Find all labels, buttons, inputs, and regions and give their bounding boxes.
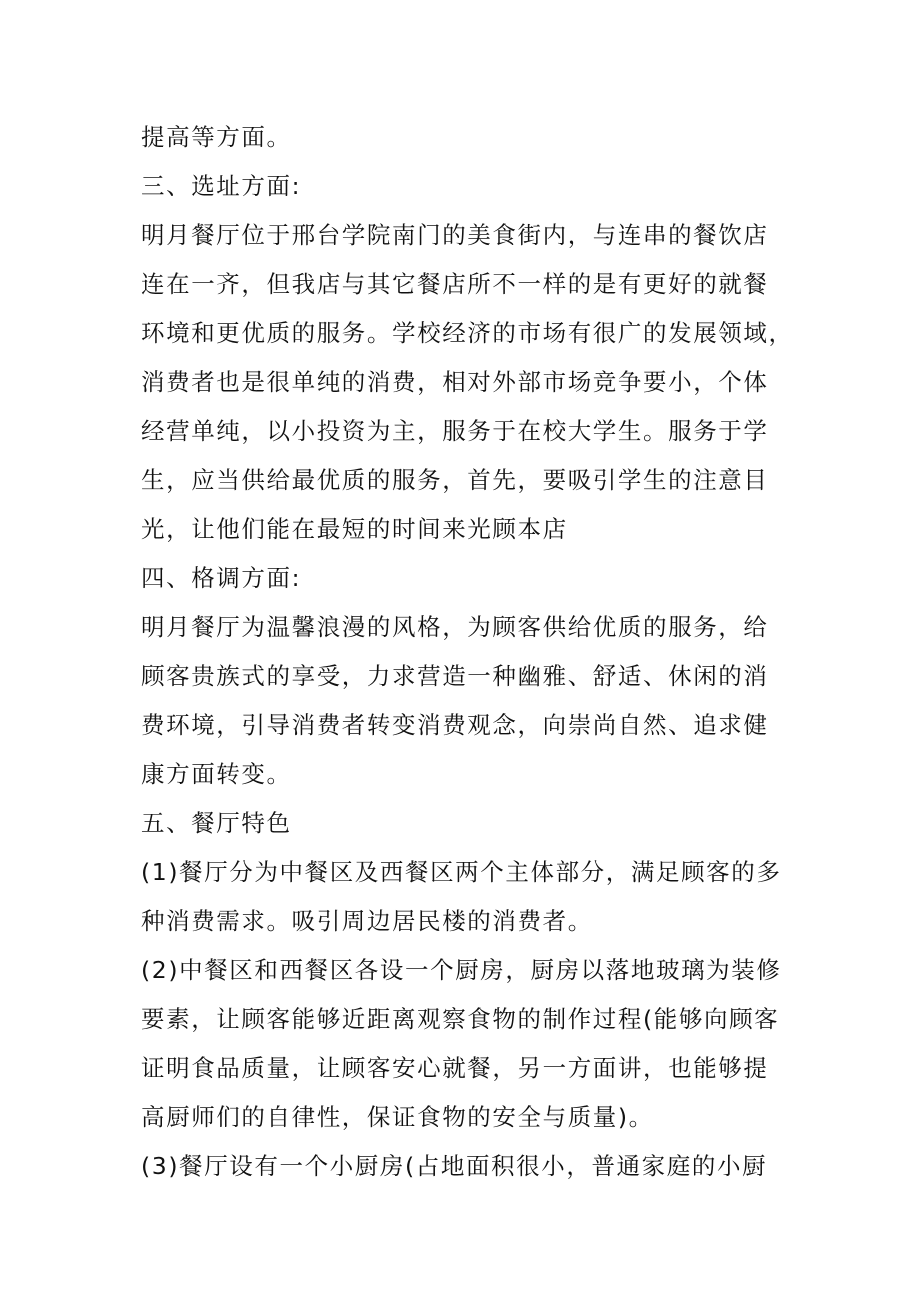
text-line: 环境和更优质的服务。学校经济的市场有很广的发展领域， [141, 319, 794, 347]
list-item-3: (3)餐厅设有一个小厨房(占地面积很小，普通家庭的小厨 [141, 1152, 768, 1180]
text-line: 种消费需求。吸引周边居民楼的消费者。 [141, 907, 593, 935]
text-line: 高厨师们的自律性，保证食物的安全与质量)。 [141, 1103, 654, 1131]
text-line: 证明食品质量，让顾客安心就餐，另一方面讲，也能够提 [141, 1054, 769, 1082]
text-line: 光，让他们能在最短的时间来光顾本店 [141, 515, 568, 543]
text-line: 康方面转变。 [141, 760, 292, 788]
list-item-2: (2)中餐区和西餐区各设一个厨房，厨房以落地玻璃为装修 [141, 956, 782, 984]
text-line: 提高等方面。 [141, 123, 292, 151]
text-line: 顾客贵族式的享受，力求营造一种幽雅、舒适、休闲的消 [141, 662, 769, 690]
section-heading-features: 五、餐厅特色 [141, 809, 292, 837]
text-line: 明月餐厅为温馨浪漫的风格，为顾客供给优质的服务，给 [141, 613, 769, 641]
text-line: 生，应当供给最优质的服务，首先，要吸引学生的注意目 [141, 466, 769, 494]
text-line: 费环境，引导消费者转变消费观念，向崇尚自然、追求健 [141, 711, 769, 739]
list-item-1: (1)餐厅分为中餐区及西餐区两个主体部分，满足顾客的多 [141, 858, 782, 886]
text-line: 经营单纯，以小投资为主，服务于在校大学生。服务于学 [141, 417, 769, 445]
text-line: 明月餐厅位于邢台学院南门的美食街内，与连串的餐饮店 [141, 221, 769, 249]
section-heading-style: 四、格调方面: [141, 564, 302, 592]
document-page [141, 113, 794, 1191]
section-heading-location: 三、选址方面: [141, 172, 302, 200]
text-line: 连在一齐，但我店与其它餐店所不一样的是有更好的就餐 [141, 270, 769, 298]
text-line: 消费者也是很单纯的消费，相对外部市场竞争要小，个体 [141, 368, 769, 396]
text-line: 要素，让顾客能够近距离观察食物的制作过程(能够向顾客 [141, 1005, 780, 1033]
